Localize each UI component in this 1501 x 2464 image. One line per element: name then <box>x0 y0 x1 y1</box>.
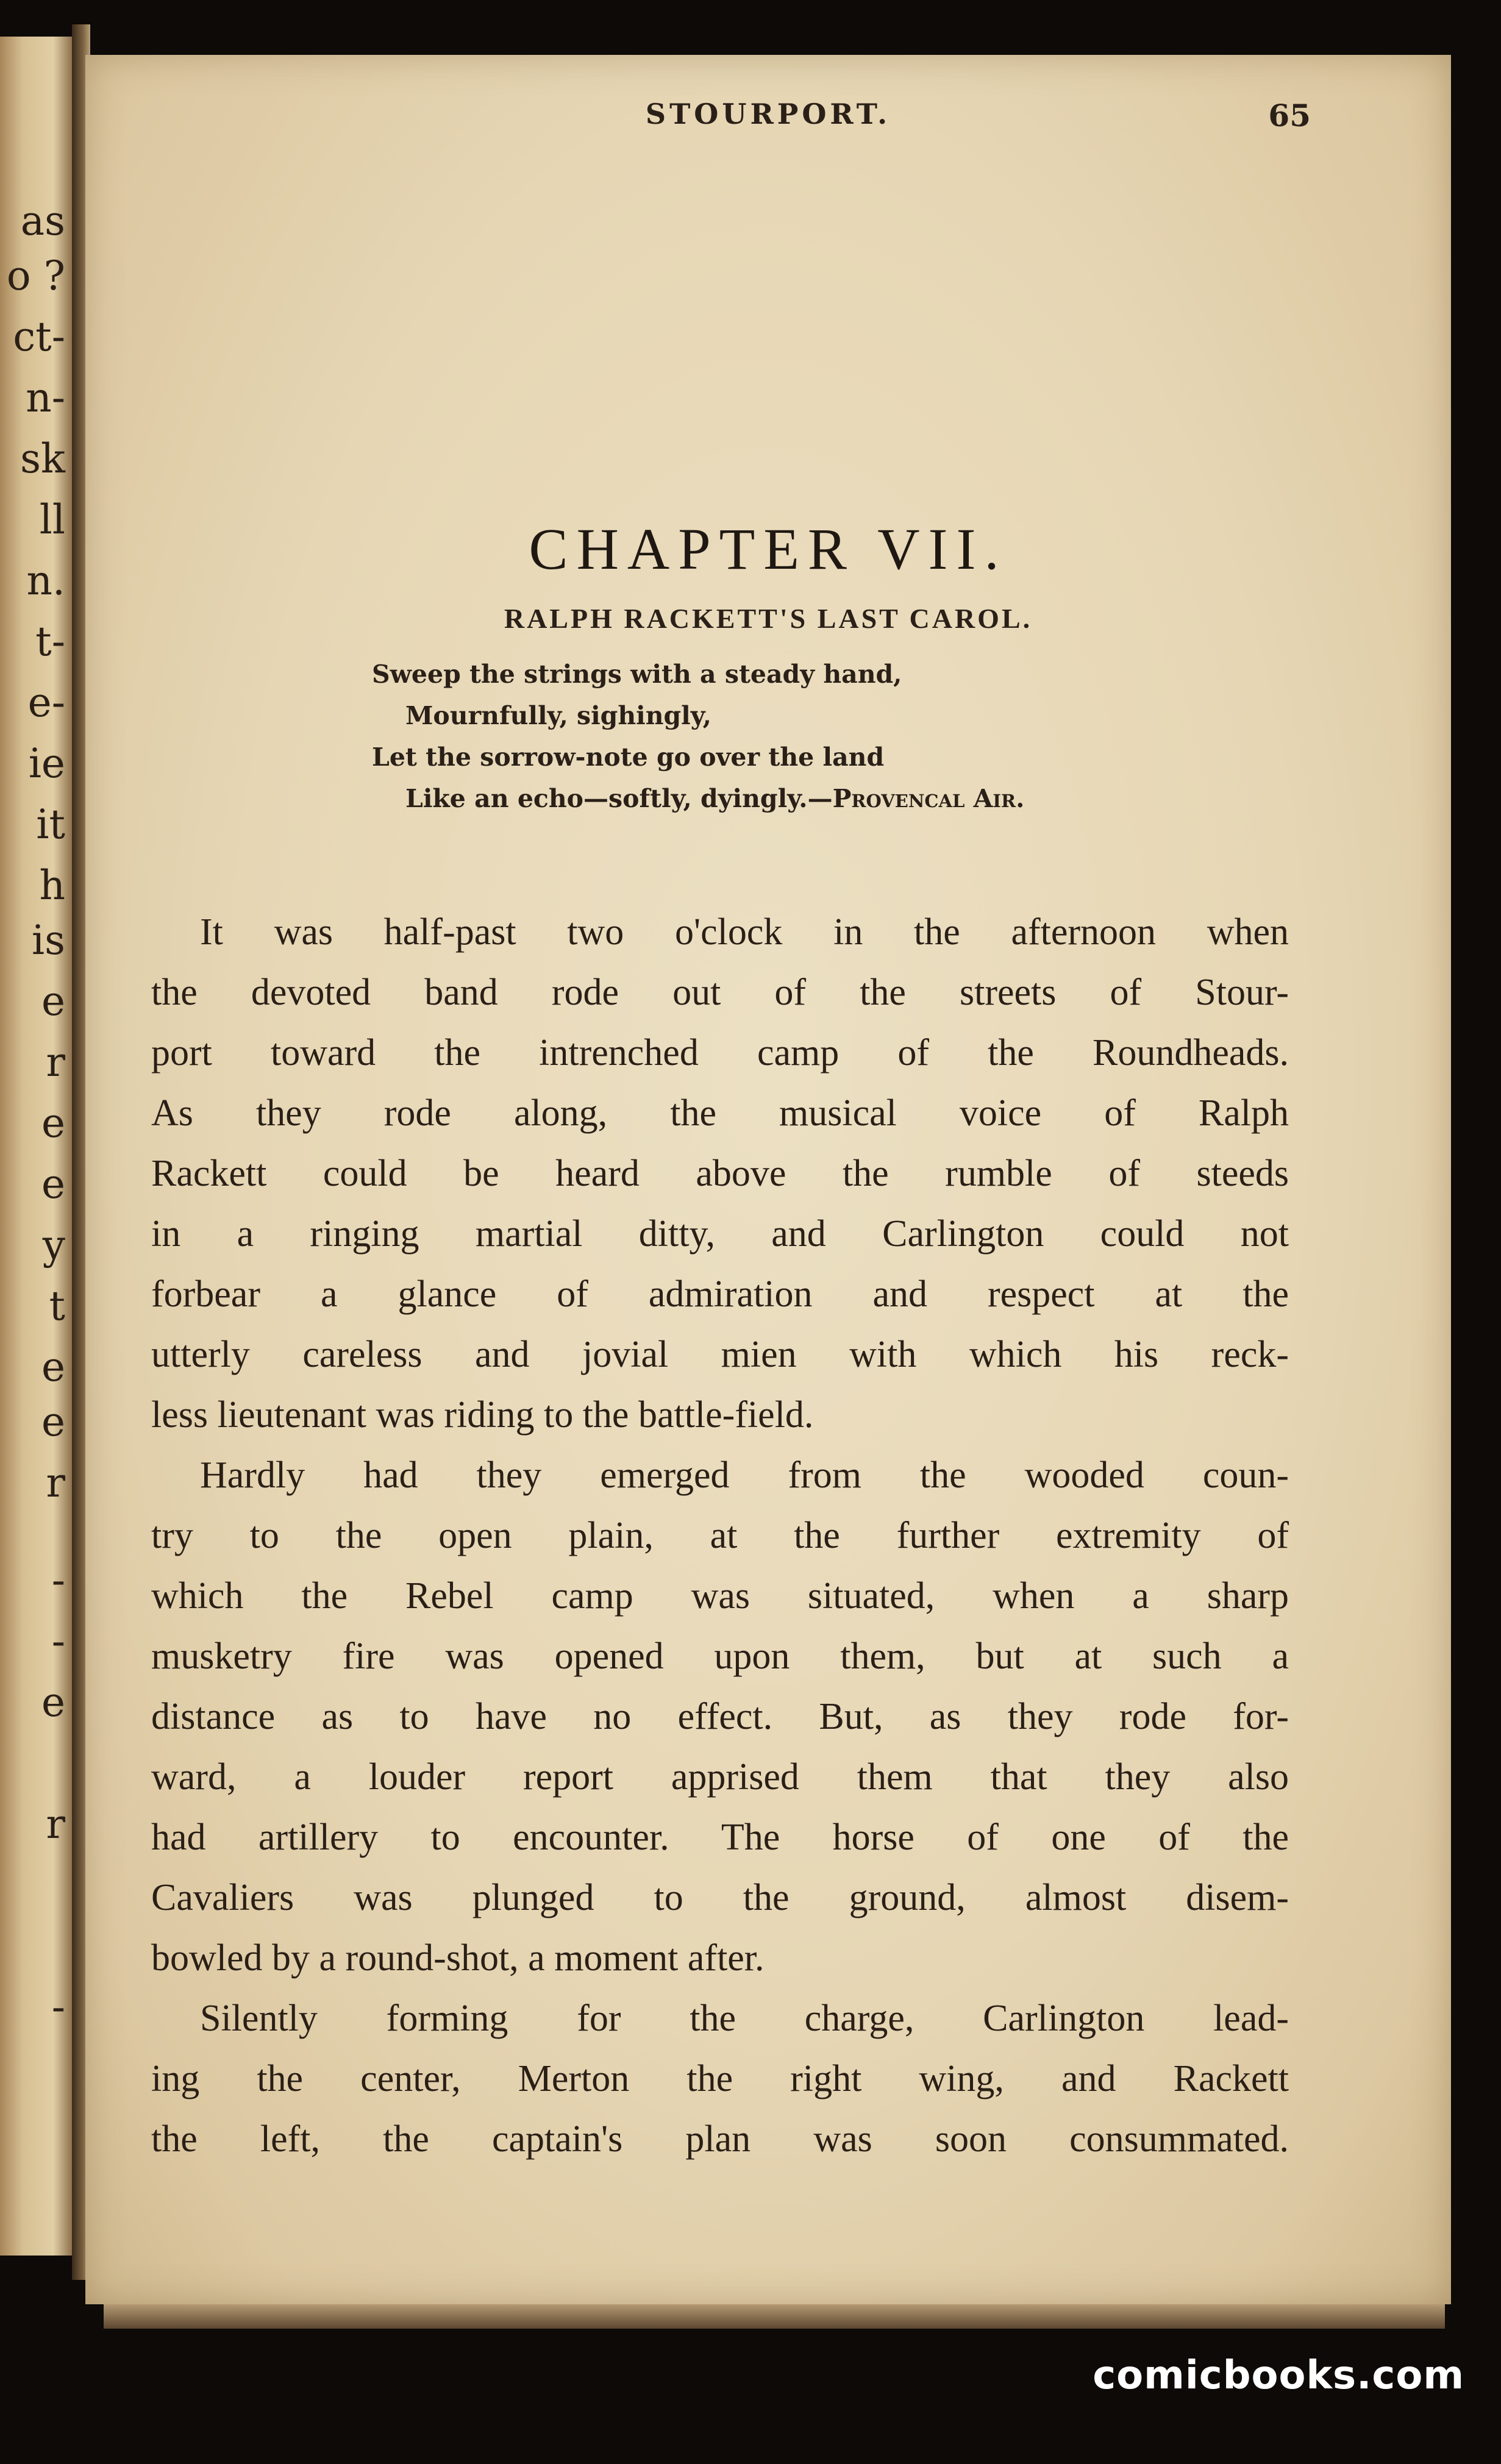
epigraph-line: Sweep the strings with a steady hand, <box>372 660 902 689</box>
text-line: ing the center, Merton the right wing, and Rackett <box>151 2058 1289 2099</box>
epigraph-line <box>405 778 1421 819</box>
epigraph <box>372 653 1421 819</box>
fragment: n- <box>26 374 65 421</box>
watermark-logo: comicbooks.com <box>1093 2353 1464 2398</box>
text-line: bowled by a round-shot, a moment after. <box>151 1937 765 1979</box>
text-line: It was half-past two o'clock in the afternoon when <box>200 911 1289 953</box>
running-title: STOURPORT. <box>645 98 891 130</box>
fragment: e- <box>27 679 65 726</box>
epigraph-line: Let the sorrow-note go over the land <box>372 742 885 772</box>
fragment: - <box>51 1618 65 1665</box>
fragment: e <box>41 1398 65 1445</box>
text-line: Silently forming for the charge, Carlington lead- <box>200 1998 1289 2039</box>
text-line: distance as to have no effect. But, as they rode for- <box>151 1696 1289 1737</box>
text-line: had artillery to encounter. The horse of one of the <box>151 1817 1289 1858</box>
fragment: r <box>46 1801 65 1848</box>
running-head <box>85 98 1451 146</box>
page-number: 65 <box>1268 98 1311 134</box>
fragment: as <box>20 198 65 244</box>
text-line: try to the open plain, at the further extremity of <box>151 1515 1289 1556</box>
text-line: port toward the intrenched camp of the Roundheads. <box>151 1032 1289 1074</box>
fragment: it <box>36 801 65 848</box>
text-line: the left, the captain's plan was soon consummated. <box>151 2118 1289 2160</box>
text-line: utterly careless and jovial mien with which his reck- <box>151 1334 1289 1375</box>
text-line: which the Rebel camp was situated, when a sharp <box>151 1575 1289 1617</box>
text-line: Rackett could be heard above the rumble of steeds <box>151 1153 1289 1194</box>
fragment: e <box>41 1344 65 1390</box>
fragment: h <box>39 862 65 909</box>
text-line: As they rode along, the musical voice of Ralph <box>151 1092 1289 1134</box>
text-line: forbear a glance of admiration and respect at the <box>151 1273 1289 1315</box>
text-line: musketry fire was opened upon them, but at such a <box>151 1636 1289 1677</box>
fragment: - <box>51 1984 65 2031</box>
fragment: r <box>46 1039 65 1086</box>
text-line: Hardly had they emerged from the wooded coun- <box>200 1455 1289 1496</box>
body-text <box>151 902 1289 2170</box>
fragment: r <box>46 1459 65 1506</box>
chapter-subtitle: RALPH RACKETT'S LAST CAROL. <box>504 603 1033 634</box>
text-line: in a ringing martial ditty, and Carlington could not <box>151 1213 1289 1255</box>
fragment: e <box>41 1100 65 1147</box>
fragment: ll <box>39 496 65 543</box>
fragment: o ? <box>6 252 65 299</box>
fragment: e <box>41 1679 65 1726</box>
text-line: the devoted band rode out of the streets of Stour- <box>151 972 1289 1013</box>
text-line: Cavaliers was plunged to the ground, almost disem- <box>151 1877 1289 1918</box>
chapter-heading: CHAPTER VII. <box>529 516 1008 582</box>
previous-page-text-fragments <box>0 37 76 2256</box>
text-line: less lieutenant was riding to the battle-field. <box>151 1394 814 1436</box>
fragment: t <box>49 1283 65 1330</box>
page-bottom-edge <box>104 2304 1445 2329</box>
epigraph-line-text: Like an echo—softly, dyingly.— <box>405 784 833 813</box>
fragment: e <box>41 1161 65 1208</box>
fragment: ie <box>28 740 65 787</box>
fragment: e <box>41 978 65 1025</box>
epigraph-line: Mournfully, sighingly, <box>405 701 711 730</box>
fragment: ct- <box>13 313 65 360</box>
fragment: n. <box>26 557 65 604</box>
fragment: is <box>32 917 65 964</box>
fragment: t- <box>35 618 65 665</box>
book-page <box>85 55 1451 2304</box>
previous-page-edge <box>0 37 76 2256</box>
fragment: sk <box>20 435 65 482</box>
epigraph-attribution: Provencal Air. <box>832 784 1025 813</box>
text-line: ward, a louder report apprised them that they also <box>151 1756 1289 1798</box>
fragment: - <box>51 1557 65 1604</box>
fragment: y <box>42 1222 65 1269</box>
